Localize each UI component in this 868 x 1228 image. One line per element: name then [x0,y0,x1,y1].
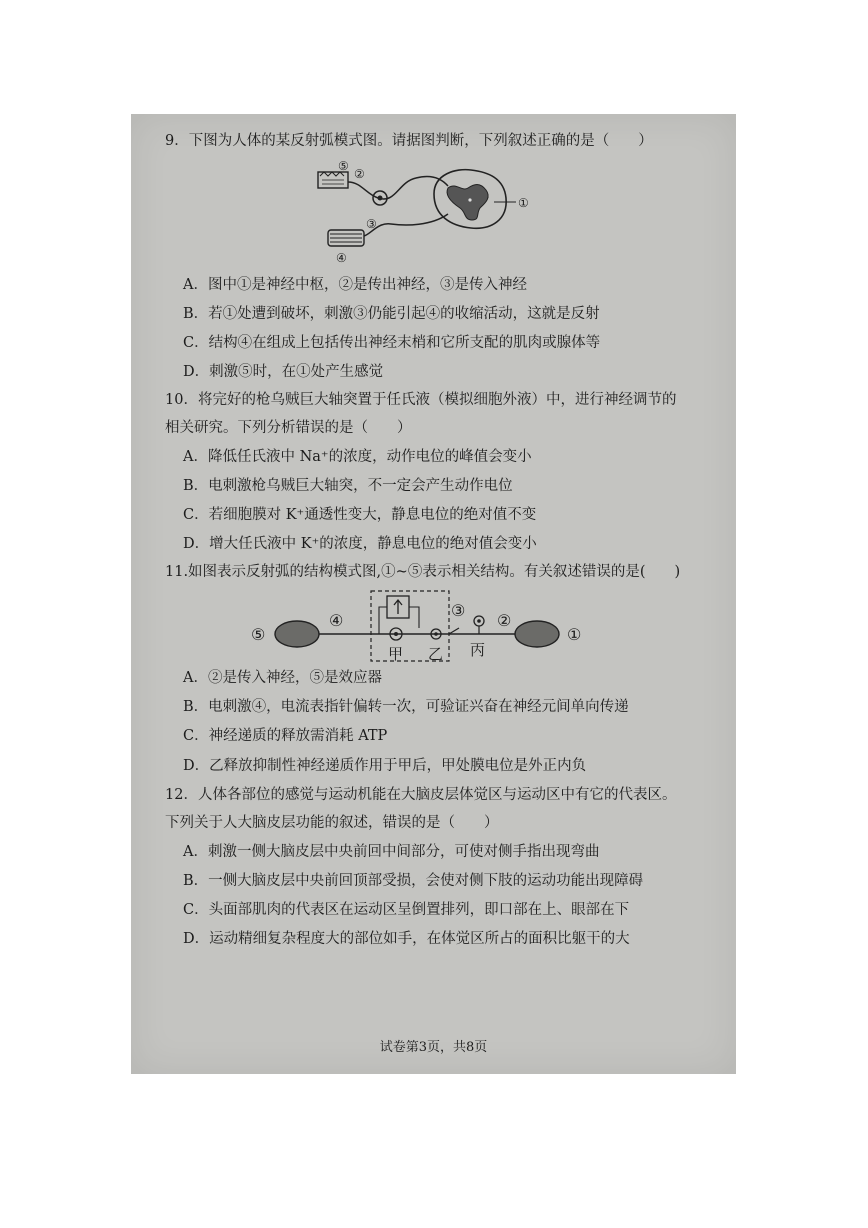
q12-option-a: A．刺激一侧大脑皮层中央前回中间部分，可使对侧手指出现弯曲 [183,844,600,860]
q9-option-d: D．刺激⑤时，在①处产生感觉 [183,364,384,380]
q12-stem-line1: 12．人体各部位的感觉与运动机能在大脑皮层体觉区与运动区中有它的代表区。 [165,787,677,803]
spinal-cord [434,170,506,229]
q11-label-3: ③ [451,601,466,620]
q10-stem-line2: 相关研究。下列分析错误的是（ ） [165,420,412,436]
q11-option-b: B．电刺激④，电流表指针偏转一次，可验证兴奋在神经元间单向传递 [183,699,629,715]
q11-label-2: ② [497,611,512,630]
exam-page [131,114,736,1074]
q11-label-4: ④ [329,611,344,630]
q11-option-c: C．神经递质的释放需消耗 ATP [183,728,388,744]
q9-label-1: ① [518,196,529,210]
q9-option-c: C．结构④在组成上包括传出神经末梢和它所支配的肌肉或腺体等 [183,335,601,351]
q12-option-b: B．一侧大脑皮层中央前回顶部受损，会使对侧下肢的运动功能出现障碍 [183,873,644,889]
effector-oval [275,621,319,647]
q11-label-jia: 甲 [388,645,404,663]
q10-stem-line1: 10．将完好的枪乌贼巨大轴突置于任氏液（模拟细胞外液）中，进行神经调节的 [165,392,677,408]
q10-option-c: C．若细胞膜对 K⁺通透性变大，静息电位的绝对值不变 [183,507,537,523]
q11-label-yi: 乙 [428,645,444,663]
q9-label-4: ④ [336,251,347,265]
q9-option-b: B．若①处遭到破坏，刺激③仍能引起④的收缩活动，这就是反射 [183,306,600,322]
q11-label-bing: 丙 [470,641,486,659]
receptor-oval [515,621,559,647]
q12-stem-line2: 下列关于人大脑皮层功能的叙述，错误的是（ ） [165,815,499,831]
q9-label-3: ③ [366,217,377,231]
q9-label-2: ② [354,167,365,181]
page-footer: 试卷第3页，共8页 [379,1040,488,1055]
q10-option-d: D．增大任氏液中 K⁺的浓度，静息电位的绝对值会变小 [183,536,537,552]
q11-option-a: A．②是传入神经，⑤是效应器 [183,670,382,686]
q9-reflex-arc-diagram [316,159,529,265]
q11-reflex-arc-diagram [251,588,591,664]
q10-option-b: B．电刺激枪乌贼巨大轴突，不一定会产生动作电位 [183,478,513,494]
q9-label-5: ⑤ [338,159,349,173]
q12-option-c: C．头面部肌肉的代表区在运动区呈倒置排列，即口部在上、眼部在下 [183,902,630,918]
q10-option-a: A．降低任氏液中 Na⁺的浓度，动作电位的峰值会变小 [183,449,532,465]
receptor-skin [318,172,348,188]
q9-option-a: A．图中①是神经中枢，②是传出神经，③是传入神经 [183,277,527,293]
q9-stem: 9．下图为人体的某反射弧模式图。请据图判断，下列叙述正确的是（ ） [165,133,653,149]
q11-label-1: ① [567,625,582,644]
q11-option-d: D．乙释放抑制性神经递质作用于甲后，甲处膜电位是外正内负 [183,758,587,774]
q12-option-d: D．运动精细复杂程度大的部位如手，在体觉区所占的面积比躯干的大 [183,931,630,947]
q11-stem: 11.如图表示反射弧的结构模式图,①~⑤表示相关结构。有关叙述错误的是( ) [165,564,681,580]
q11-label-5: ⑤ [251,625,266,644]
effector-muscle [328,230,364,246]
